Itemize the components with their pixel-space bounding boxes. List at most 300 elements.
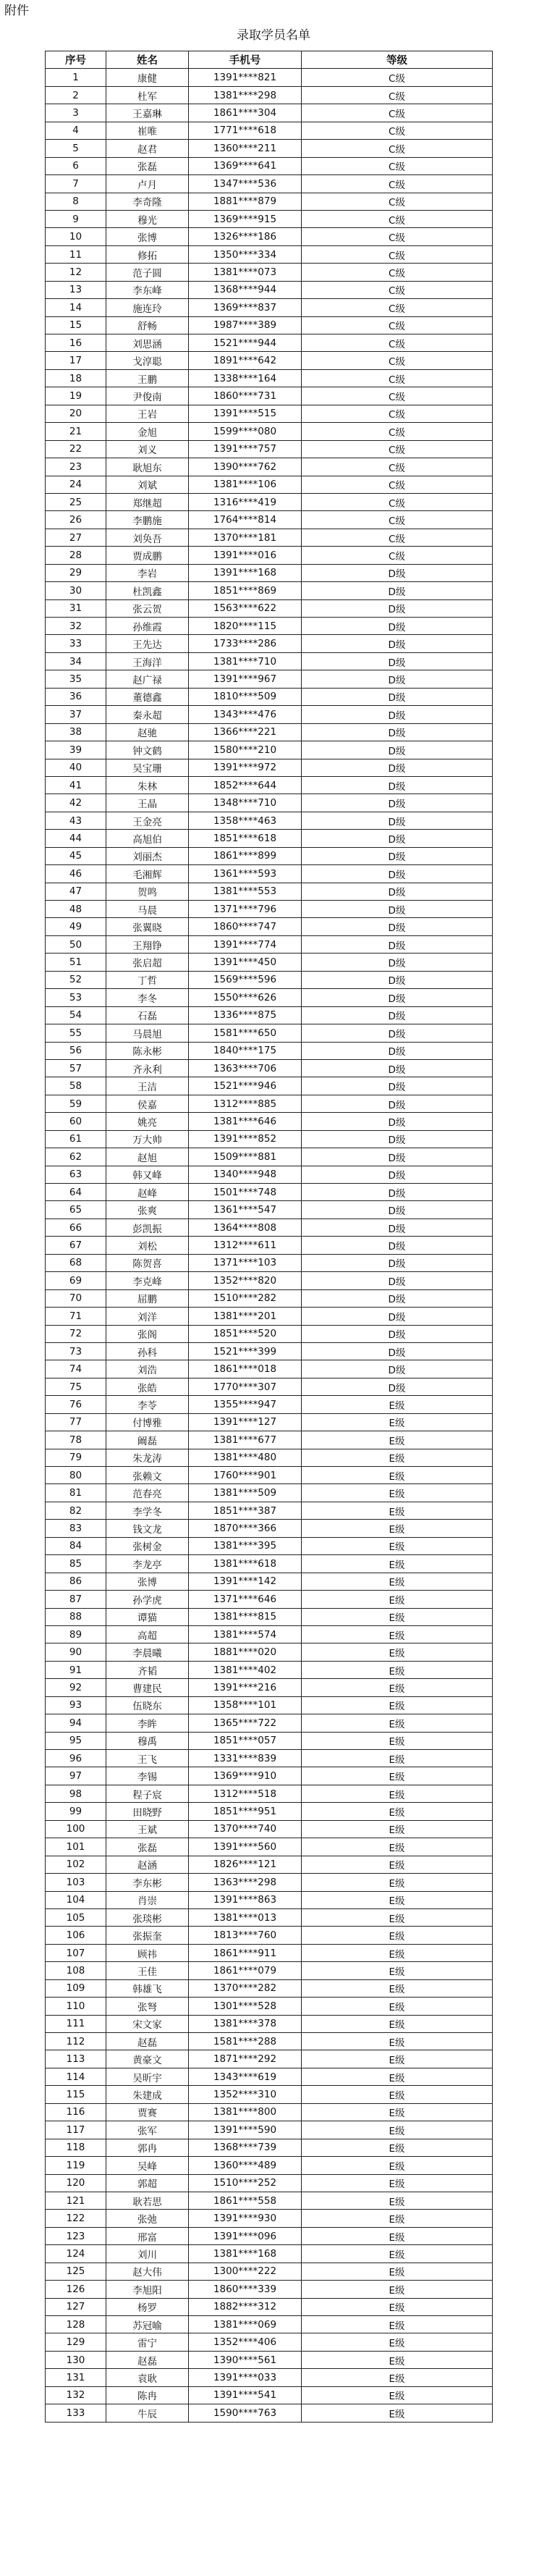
- cell-name: 韩雄飞: [106, 1979, 189, 1997]
- cell-name: 李眸: [106, 1714, 189, 1732]
- cell-seq: 69: [46, 1272, 106, 1289]
- cell-name: 李锡: [106, 1767, 189, 1785]
- cell-seq: 111: [46, 2015, 106, 2032]
- cell-level: E级: [302, 1979, 493, 1997]
- table-row: [46, 1908, 493, 1926]
- cell-name: 尹俊南: [106, 387, 189, 405]
- cell-name: 吴昕宇: [106, 2068, 189, 2085]
- table-row: [46, 264, 493, 281]
- table-row: [46, 2015, 493, 2032]
- cell-seq: 67: [46, 1237, 106, 1254]
- cell-seq: 103: [46, 1874, 106, 1891]
- table-row: [46, 812, 493, 829]
- cell-phone: 1987****389: [189, 316, 302, 334]
- table-row: [46, 1661, 493, 1678]
- cell-seq: 1: [46, 69, 106, 86]
- cell-level: E级: [302, 2139, 493, 2156]
- cell-phone: 1390****762: [189, 458, 302, 476]
- cell-name: 李东彬: [106, 1874, 189, 1891]
- cell-level: D级: [302, 935, 493, 953]
- cell-name: 李晨曦: [106, 1643, 189, 1661]
- cell-level: E级: [302, 1998, 493, 2015]
- cell-phone: 1381****677: [189, 1431, 302, 1449]
- cell-phone: 1851****520: [189, 1325, 302, 1342]
- table-row: [46, 688, 493, 705]
- table-row: [46, 2157, 493, 2174]
- table-row: [46, 387, 493, 405]
- cell-level: D级: [302, 1289, 493, 1307]
- cell-phone: 1363****298: [189, 1874, 302, 1891]
- cell-name: 张云贺: [106, 599, 189, 617]
- table-row: [46, 1714, 493, 1732]
- cell-seq: 52: [46, 971, 106, 988]
- cell-level: C级: [302, 334, 493, 352]
- cell-seq: 2: [46, 86, 106, 104]
- cell-seq: 39: [46, 741, 106, 759]
- cell-seq: 95: [46, 1732, 106, 1749]
- table-row: [46, 1148, 493, 1166]
- cell-level: C级: [302, 529, 493, 546]
- cell-name: 雷宁: [106, 2333, 189, 2351]
- cell-level: C级: [302, 493, 493, 510]
- cell-level: D级: [302, 1095, 493, 1112]
- cell-level: E级: [302, 1785, 493, 1802]
- cell-level: E级: [302, 1874, 493, 1891]
- cell-level: D级: [302, 1113, 493, 1130]
- cell-seq: 87: [46, 1591, 106, 1608]
- cell-phone: 1381****618: [189, 1555, 302, 1573]
- cell-level: E级: [302, 2192, 493, 2209]
- cell-name: 王海洋: [106, 652, 189, 670]
- cell-phone: 1391****096: [189, 2227, 302, 2244]
- cell-phone: 1391****967: [189, 670, 302, 688]
- cell-seq: 12: [46, 264, 106, 281]
- table-row: [46, 1643, 493, 1661]
- cell-level: D级: [302, 883, 493, 900]
- cell-level: D级: [302, 599, 493, 617]
- cell-level: D级: [302, 989, 493, 1006]
- table-row: [46, 883, 493, 900]
- cell-seq: 42: [46, 794, 106, 812]
- cell-level: D级: [302, 582, 493, 599]
- cell-phone: 1381****509: [189, 1484, 302, 1502]
- cell-phone: 1381****073: [189, 264, 302, 281]
- table-row: [46, 2386, 493, 2404]
- cell-phone: 1301****528: [189, 1998, 302, 2015]
- cell-phone: 1312****885: [189, 1095, 302, 1112]
- cell-level: C级: [302, 157, 493, 174]
- cell-name: 王斌: [106, 1820, 189, 1838]
- cell-name: 赵驰: [106, 723, 189, 741]
- table-row: [46, 2050, 493, 2068]
- table-row: [46, 1696, 493, 1714]
- cell-phone: 1347****536: [189, 175, 302, 193]
- cell-name: 刘斌: [106, 476, 189, 493]
- cell-level: D级: [302, 918, 493, 935]
- cell-level: E级: [302, 1467, 493, 1484]
- cell-seq: 58: [46, 1077, 106, 1095]
- table-row: [46, 901, 493, 918]
- table-row: [46, 458, 493, 476]
- cell-phone: 1851****869: [189, 582, 302, 599]
- table-row: [46, 1573, 493, 1590]
- cell-level: C级: [302, 440, 493, 458]
- cell-level: D级: [302, 865, 493, 883]
- cell-name: 王翔铮: [106, 935, 189, 953]
- cell-phone: 1590****763: [189, 2404, 302, 2422]
- cell-name: 张阁: [106, 1325, 189, 1342]
- cell-level: E级: [302, 2351, 493, 2368]
- cell-name: 程子宸: [106, 1785, 189, 1802]
- cell-phone: 1366****221: [189, 723, 302, 741]
- cell-seq: 114: [46, 2068, 106, 2085]
- cell-phone: 1358****463: [189, 812, 302, 829]
- cell-phone: 1312****611: [189, 1237, 302, 1254]
- cell-level: C级: [302, 299, 493, 316]
- table-row: [46, 2103, 493, 2121]
- cell-seq: 81: [46, 1484, 106, 1502]
- table-row: [46, 935, 493, 953]
- cell-name: 朱建成: [106, 2086, 189, 2103]
- cell-name: 孙科: [106, 1342, 189, 1360]
- cell-seq: 33: [46, 635, 106, 652]
- table-row: [46, 228, 493, 245]
- cell-seq: 133: [46, 2404, 106, 2422]
- cell-level: E级: [302, 1944, 493, 1961]
- cell-seq: 51: [46, 954, 106, 971]
- cell-seq: 24: [46, 476, 106, 493]
- cell-seq: 45: [46, 847, 106, 864]
- cell-level: E级: [302, 2227, 493, 2244]
- cell-phone: 1352****820: [189, 1272, 302, 1289]
- table-row: [46, 193, 493, 210]
- table-row: [46, 954, 493, 971]
- cell-level: E级: [302, 1820, 493, 1838]
- cell-name: 王鹏: [106, 369, 189, 387]
- table-row: [46, 706, 493, 723]
- cell-seq: 46: [46, 865, 106, 883]
- cell-phone: 1391****016: [189, 547, 302, 564]
- cell-level: E级: [302, 1484, 493, 1502]
- table-row: [46, 741, 493, 759]
- cell-seq: 63: [46, 1166, 106, 1183]
- cell-name: 穆光: [106, 210, 189, 227]
- cell-seq: 65: [46, 1201, 106, 1218]
- cell-name: 彭凯振: [106, 1218, 189, 1236]
- cell-phone: 1390****561: [189, 2351, 302, 2368]
- cell-seq: 117: [46, 2121, 106, 2139]
- cell-phone: 1391****774: [189, 935, 302, 953]
- cell-name: 郭超: [106, 2174, 189, 2192]
- cell-seq: 48: [46, 901, 106, 918]
- cell-phone: 1391****560: [189, 1838, 302, 1856]
- cell-name: 黄豪文: [106, 2050, 189, 2068]
- cell-seq: 104: [46, 1891, 106, 1908]
- table-row: [46, 1059, 493, 1077]
- cell-name: 刘奂吾: [106, 529, 189, 546]
- cell-seq: 43: [46, 812, 106, 829]
- table-row: [46, 1785, 493, 1802]
- table-row: [46, 1679, 493, 1696]
- cell-seq: 118: [46, 2139, 106, 2156]
- cell-phone: 1581****650: [189, 1024, 302, 1042]
- cell-level: D级: [302, 1042, 493, 1059]
- cell-name: 张树金: [106, 1537, 189, 1554]
- table-row: [46, 122, 493, 139]
- cell-phone: 1381****201: [189, 1308, 302, 1325]
- attachment-label: 附件: [4, 4, 29, 18]
- table-row: [46, 1891, 493, 1908]
- cell-level: E级: [302, 1643, 493, 1661]
- table-row: [46, 918, 493, 935]
- table-row: [46, 86, 493, 104]
- cell-phone: 1851****618: [189, 830, 302, 847]
- cell-phone: 1563****622: [189, 599, 302, 617]
- cell-level: D级: [302, 1024, 493, 1042]
- table-row: [46, 1042, 493, 1059]
- cell-phone: 1358****101: [189, 1696, 302, 1714]
- cell-level: D级: [302, 971, 493, 988]
- cell-level: E级: [302, 2033, 493, 2050]
- cell-level: C级: [302, 476, 493, 493]
- cell-seq: 62: [46, 1148, 106, 1166]
- cell-name: 阚磊: [106, 1431, 189, 1449]
- table-row: [46, 2139, 493, 2156]
- cell-name: 袁耿: [106, 2369, 189, 2386]
- cell-level: D级: [302, 1378, 493, 1395]
- cell-name: 张博: [106, 1573, 189, 1590]
- cell-phone: 1352****310: [189, 2086, 302, 2103]
- cell-name: 张弛: [106, 2210, 189, 2227]
- cell-level: E级: [302, 1661, 493, 1678]
- table-row: [46, 369, 493, 387]
- cell-seq: 73: [46, 1342, 106, 1360]
- cell-name: 张磊: [106, 1838, 189, 1856]
- cell-seq: 79: [46, 1449, 106, 1466]
- cell-seq: 55: [46, 1024, 106, 1042]
- cell-level: D级: [302, 670, 493, 688]
- cell-phone: 1521****946: [189, 1077, 302, 1095]
- cell-name: 赵广禄: [106, 670, 189, 688]
- cell-level: D级: [302, 847, 493, 864]
- table-row: [46, 1962, 493, 1979]
- cell-name: 李岩: [106, 564, 189, 581]
- cell-level: D级: [302, 635, 493, 652]
- cell-seq: 75: [46, 1378, 106, 1395]
- cell-level: C级: [302, 547, 493, 564]
- cell-phone: 1381****395: [189, 1537, 302, 1554]
- cell-name: 穆禹: [106, 1732, 189, 1749]
- cell-phone: 1338****164: [189, 369, 302, 387]
- cell-seq: 38: [46, 723, 106, 741]
- table-row: [46, 2227, 493, 2244]
- table-row: [46, 2263, 493, 2280]
- cell-phone: 1381****402: [189, 1661, 302, 1678]
- table-row: [46, 1077, 493, 1095]
- table-row: [46, 1095, 493, 1112]
- cell-phone: 1381****553: [189, 883, 302, 900]
- table-row: [46, 1856, 493, 1873]
- cell-seq: 15: [46, 316, 106, 334]
- cell-level: C级: [302, 352, 493, 369]
- cell-seq: 83: [46, 1520, 106, 1537]
- cell-name: 陈冉: [106, 2386, 189, 2404]
- cell-phone: 1550****626: [189, 989, 302, 1006]
- cell-phone: 1381****480: [189, 1449, 302, 1466]
- cell-phone: 1360****211: [189, 140, 302, 157]
- cell-phone: 1391****033: [189, 2369, 302, 2386]
- document-title: 录取学员名单: [237, 28, 310, 43]
- cell-level: D级: [302, 688, 493, 705]
- cell-level: D级: [302, 1077, 493, 1095]
- cell-level: D级: [302, 1308, 493, 1325]
- cell-phone: 1369****837: [189, 299, 302, 316]
- cell-name: 李学冬: [106, 1502, 189, 1519]
- cell-name: 刘浩: [106, 1360, 189, 1378]
- table-row: [46, 1449, 493, 1466]
- cell-seq: 80: [46, 1467, 106, 1484]
- cell-name: 万大帅: [106, 1130, 189, 1148]
- cell-phone: 1861****079: [189, 1962, 302, 1979]
- cell-seq: 68: [46, 1254, 106, 1271]
- cell-phone: 1860****747: [189, 918, 302, 935]
- table-row: [46, 1732, 493, 1749]
- cell-name: 赵君: [106, 140, 189, 157]
- cell-seq: 99: [46, 1803, 106, 1820]
- cell-name: 马晨旭: [106, 1024, 189, 1042]
- cell-name: 耿旭东: [106, 458, 189, 476]
- cell-phone: 1355****947: [189, 1396, 302, 1413]
- cell-phone: 1350****334: [189, 245, 302, 263]
- cell-level: E级: [302, 1396, 493, 1413]
- table-row: [46, 1201, 493, 1218]
- cell-seq: 30: [46, 582, 106, 599]
- cell-name: 耿若思: [106, 2192, 189, 2209]
- table-row: [46, 405, 493, 422]
- table-row: [46, 1927, 493, 1944]
- cell-phone: 1891****642: [189, 352, 302, 369]
- cell-name: 陈贺喜: [106, 1254, 189, 1271]
- cell-name: 张琰彬: [106, 1908, 189, 1926]
- cell-phone: 1370****181: [189, 529, 302, 546]
- table-row: [46, 1820, 493, 1838]
- table-row: [46, 865, 493, 883]
- cell-name: 施连玲: [106, 299, 189, 316]
- cell-seq: 110: [46, 1998, 106, 2015]
- cell-name: 孙维霞: [106, 618, 189, 635]
- cell-name: 吴峰: [106, 2157, 189, 2174]
- cell-seq: 113: [46, 2050, 106, 2068]
- cell-name: 张弩: [106, 1998, 189, 2015]
- table-row: [46, 1555, 493, 1573]
- cell-name: 李冬: [106, 989, 189, 1006]
- cell-seq: 90: [46, 1643, 106, 1661]
- cell-phone: 1369****915: [189, 210, 302, 227]
- table-row: [46, 989, 493, 1006]
- cell-name: 赵磊: [106, 2033, 189, 2050]
- cell-level: D级: [302, 1237, 493, 1254]
- cell-level: C级: [302, 458, 493, 476]
- cell-level: C级: [302, 228, 493, 245]
- table-row: [46, 1396, 493, 1413]
- cell-phone: 1391****541: [189, 2386, 302, 2404]
- cell-seq: 85: [46, 1555, 106, 1573]
- header-phone: 手机号: [189, 51, 302, 69]
- cell-level: D级: [302, 652, 493, 670]
- cell-level: E级: [302, 2157, 493, 2174]
- cell-seq: 98: [46, 1785, 106, 1802]
- cell-name: 田晓野: [106, 1803, 189, 1820]
- cell-level: D级: [302, 759, 493, 776]
- cell-phone: 1861****558: [189, 2192, 302, 2209]
- table-row: [46, 2245, 493, 2263]
- cell-name: 高旭伯: [106, 830, 189, 847]
- cell-name: 刘川: [106, 2245, 189, 2263]
- cell-phone: 1501****748: [189, 1184, 302, 1201]
- cell-level: C级: [302, 369, 493, 387]
- cell-phone: 1770****307: [189, 1378, 302, 1395]
- cell-name: 李龙亭: [106, 1555, 189, 1573]
- cell-seq: 97: [46, 1767, 106, 1785]
- cell-seq: 96: [46, 1750, 106, 1767]
- table-row: [46, 847, 493, 864]
- cell-seq: 119: [46, 2157, 106, 2174]
- cell-level: D级: [302, 1218, 493, 1236]
- table-row: [46, 635, 493, 652]
- table-row: [46, 1979, 493, 1997]
- cell-phone: 1371****796: [189, 901, 302, 918]
- cell-seq: 50: [46, 935, 106, 953]
- cell-name: 赵磊: [106, 2351, 189, 2368]
- cell-seq: 123: [46, 2227, 106, 2244]
- cell-name: 范春亮: [106, 1484, 189, 1502]
- cell-name: 赵峰: [106, 1184, 189, 1201]
- cell-name: 宋文家: [106, 2015, 189, 2032]
- cell-name: 刘松: [106, 1237, 189, 1254]
- cell-phone: 1391****863: [189, 1891, 302, 1908]
- cell-level: E级: [302, 2263, 493, 2280]
- cell-level: E级: [302, 1750, 493, 1767]
- cell-level: D级: [302, 1006, 493, 1024]
- cell-seq: 27: [46, 529, 106, 546]
- table-row: [46, 776, 493, 794]
- cell-phone: 1368****739: [189, 2139, 302, 2156]
- cell-seq: 82: [46, 1502, 106, 1519]
- cell-name: 张博: [106, 228, 189, 245]
- cell-seq: 120: [46, 2174, 106, 2192]
- cell-name: 姚亮: [106, 1113, 189, 1130]
- cell-phone: 1510****282: [189, 1289, 302, 1307]
- cell-seq: 126: [46, 2281, 106, 2298]
- table-header-row: [46, 51, 493, 69]
- cell-name: 张皓: [106, 1378, 189, 1395]
- cell-phone: 1381****574: [189, 1625, 302, 1643]
- cell-seq: 59: [46, 1095, 106, 1112]
- cell-seq: 54: [46, 1006, 106, 1024]
- cell-seq: 77: [46, 1413, 106, 1431]
- cell-seq: 19: [46, 387, 106, 405]
- table-row: [46, 2316, 493, 2333]
- cell-seq: 60: [46, 1113, 106, 1130]
- table-row: [46, 547, 493, 564]
- cell-seq: 91: [46, 1661, 106, 1678]
- cell-name: 钟文鹤: [106, 741, 189, 759]
- table-row: [46, 2281, 493, 2298]
- cell-name: 张爽: [106, 1201, 189, 1218]
- cell-seq: 122: [46, 2210, 106, 2227]
- cell-name: 张翼晓: [106, 918, 189, 935]
- table-row: [46, 2174, 493, 2192]
